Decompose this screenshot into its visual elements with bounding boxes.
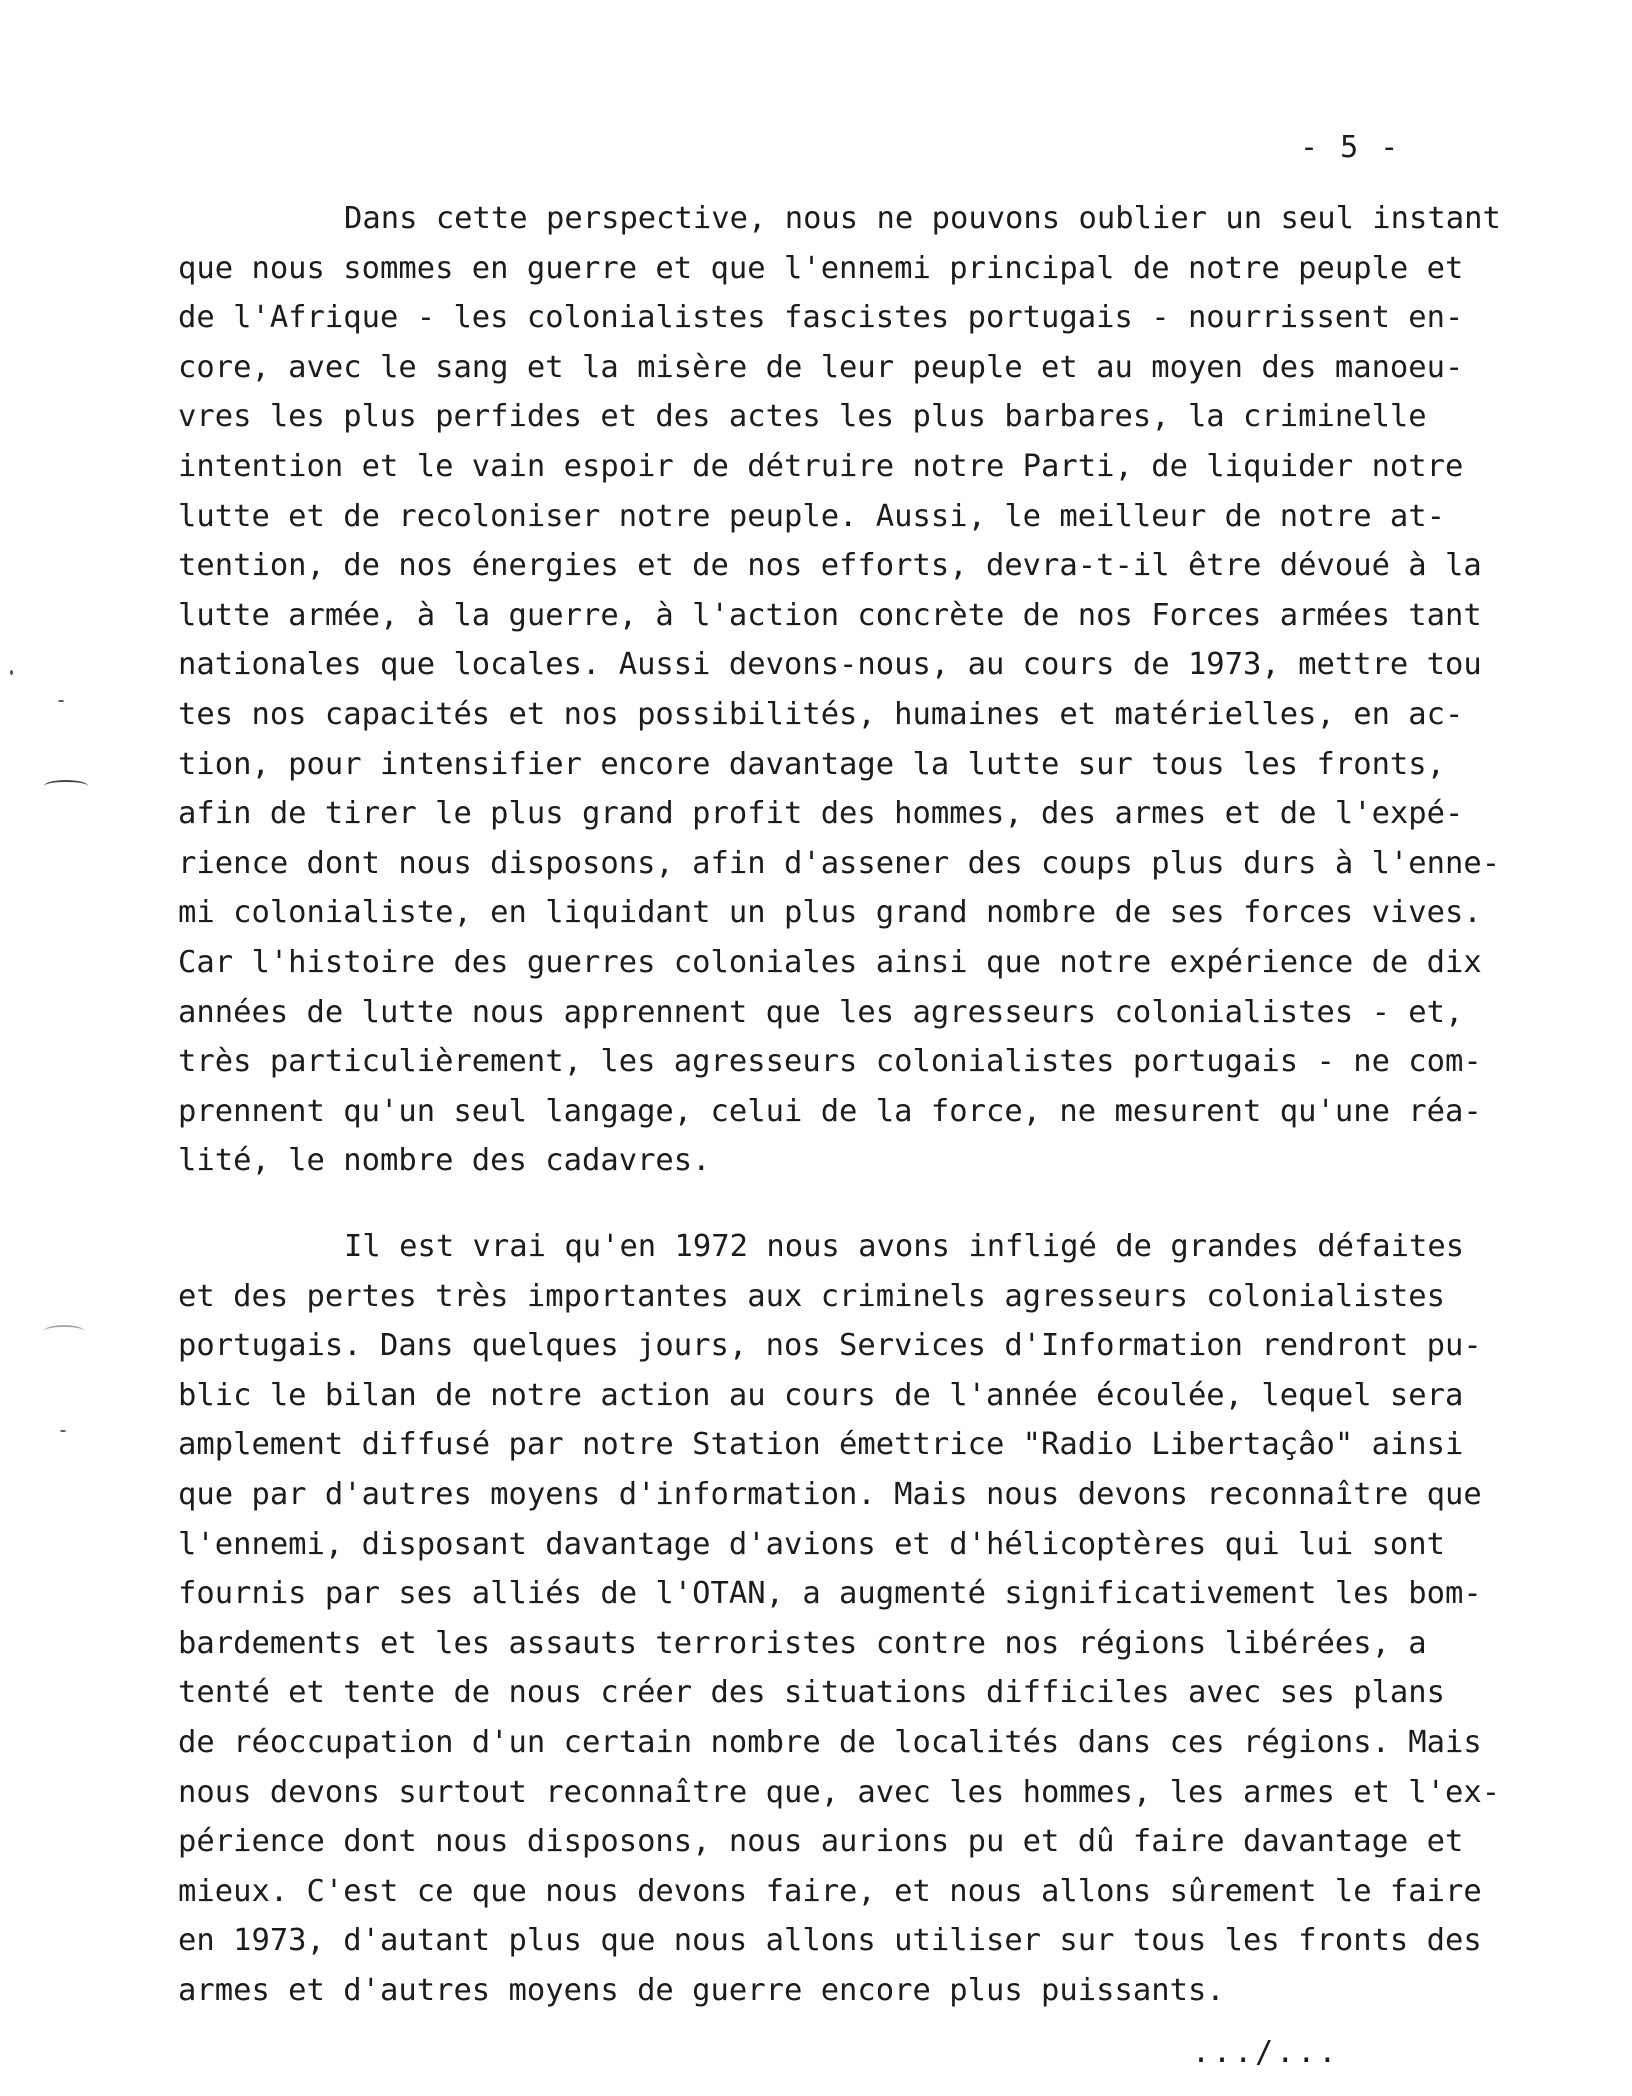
text-line: que par d'autres moyens d'information. Mais nous devons reconnaître que <box>178 1476 1482 1512</box>
paragraph-1 <box>178 194 1598 1186</box>
text-line: tes nos capacités et nos possibilités, humaines et matérielles, en ac- <box>178 696 1464 732</box>
text-line: nous devons surtout reconnaître que, avec les hommes, les armes et l'ex- <box>178 1774 1501 1810</box>
scan-mark <box>44 1325 84 1337</box>
text-line: lutte armée, à la guerre, à l'action concrète de nos Forces armées tant <box>178 597 1482 633</box>
text-line: Dans cette perspective, nous ne pouvons oublier un seul instant <box>344 201 1501 236</box>
text-line: portugais. Dans quelques jours, nos Services d'Information rendront pu- <box>178 1328 1482 1364</box>
text-line: tention, de nos énergies et de nos efforts, devra-t-il être dévoué à la <box>178 548 1482 584</box>
text-line: l'ennemi, disposant davantage d'avions et d'hélicoptères qui lui sont <box>178 1526 1446 1562</box>
text-line: tion, pour intensifier encore davantage la lutte sur tous les fronts, <box>178 746 1446 782</box>
text-line: années de lutte nous apprennent que les agresseurs colonialistes - et, <box>178 994 1464 1030</box>
text-line: Il est vrai qu'en 1972 nous avons infligé de grandes défaites <box>344 1229 1465 1264</box>
text-line: armes et d'autres moyens de guerre encore plus puissants. <box>178 1972 1225 2008</box>
text-line: lutte et de recoloniser notre peuple. Aussi, le meilleur de notre at- <box>178 498 1446 534</box>
text-line: nationales que locales. Aussi devons-nous, au cours de 1973, mettre tou <box>178 647 1482 683</box>
scan-mark <box>60 1430 66 1432</box>
text-line: blic le bilan de notre action au cours de l'année écoulée, lequel sera <box>178 1377 1464 1413</box>
text-line: de l'Afrique - les colonialistes fascistes portugais - nourrissent en- <box>178 300 1464 336</box>
text-line: rience dont nous disposons, afin d'assener des coups plus durs à l'enne- <box>178 845 1501 881</box>
text-line: tenté et tente de nous créer des situations difficiles avec ses plans <box>178 1675 1446 1711</box>
text-line: vres les plus perfides et des actes les plus barbares, la criminelle <box>178 399 1427 435</box>
text-line: core, avec le sang et la misère de leur peuple et au moyen des manoeu- <box>178 349 1464 385</box>
text-line: en 1973, d'autant plus que nous allons utiliser sur tous les fronts des <box>178 1923 1482 1959</box>
text-line: périence dont nous disposons, nous aurions pu et dû faire davantage et <box>178 1824 1464 1860</box>
text-line: amplement diffusé par notre Station émettrice "Radio Libertaçâo" ainsi <box>178 1427 1464 1463</box>
text-line: prennent qu'un seul langage, celui de la force, ne mesurent qu'une réa- <box>178 1093 1482 1129</box>
scan-mark <box>10 670 13 675</box>
text-line: fournis par ses alliés de l'OTAN, a augmenté significativement les bom- <box>178 1576 1482 1612</box>
text-line: mi colonialiste, en liquidant un plus grand nombre de ses forces vives. <box>178 895 1482 931</box>
text-line: que nous sommes en guerre et que l'ennemi principal de notre peuple et <box>178 250 1464 286</box>
text-line: et des pertes très importantes aux criminels agresseurs colonialistes <box>178 1278 1446 1314</box>
continuation-mark: .../... <box>1192 2035 1340 2070</box>
text-line: intention et le vain espoir de détruire notre Parti, de liquider notre <box>178 448 1464 484</box>
text-line: afin de tirer le plus grand profit des hommes, des armes et de l'expé- <box>178 796 1464 832</box>
text-line: Car l'histoire des guerres coloniales ainsi que notre expérience de dix <box>178 944 1482 980</box>
paragraph-2 <box>178 1222 1598 2016</box>
text-line: mieux. C'est ce que nous devons faire, et nous allons sûrement le faire <box>178 1873 1482 1909</box>
scan-mark <box>44 780 88 792</box>
page-number: - 5 - <box>1300 130 1401 165</box>
scan-mark <box>58 700 64 702</box>
text-line: très particulièrement, les agresseurs colonialistes portugais - ne com- <box>178 1044 1482 1080</box>
text-line: bardements et les assauts terroristes contre nos régions libérées, a <box>178 1625 1427 1661</box>
text-line: de réoccupation d'un certain nombre de localités dans ces régions. Mais <box>178 1724 1482 1760</box>
text-line: lité, le nombre des cadavres. <box>178 1143 711 1179</box>
